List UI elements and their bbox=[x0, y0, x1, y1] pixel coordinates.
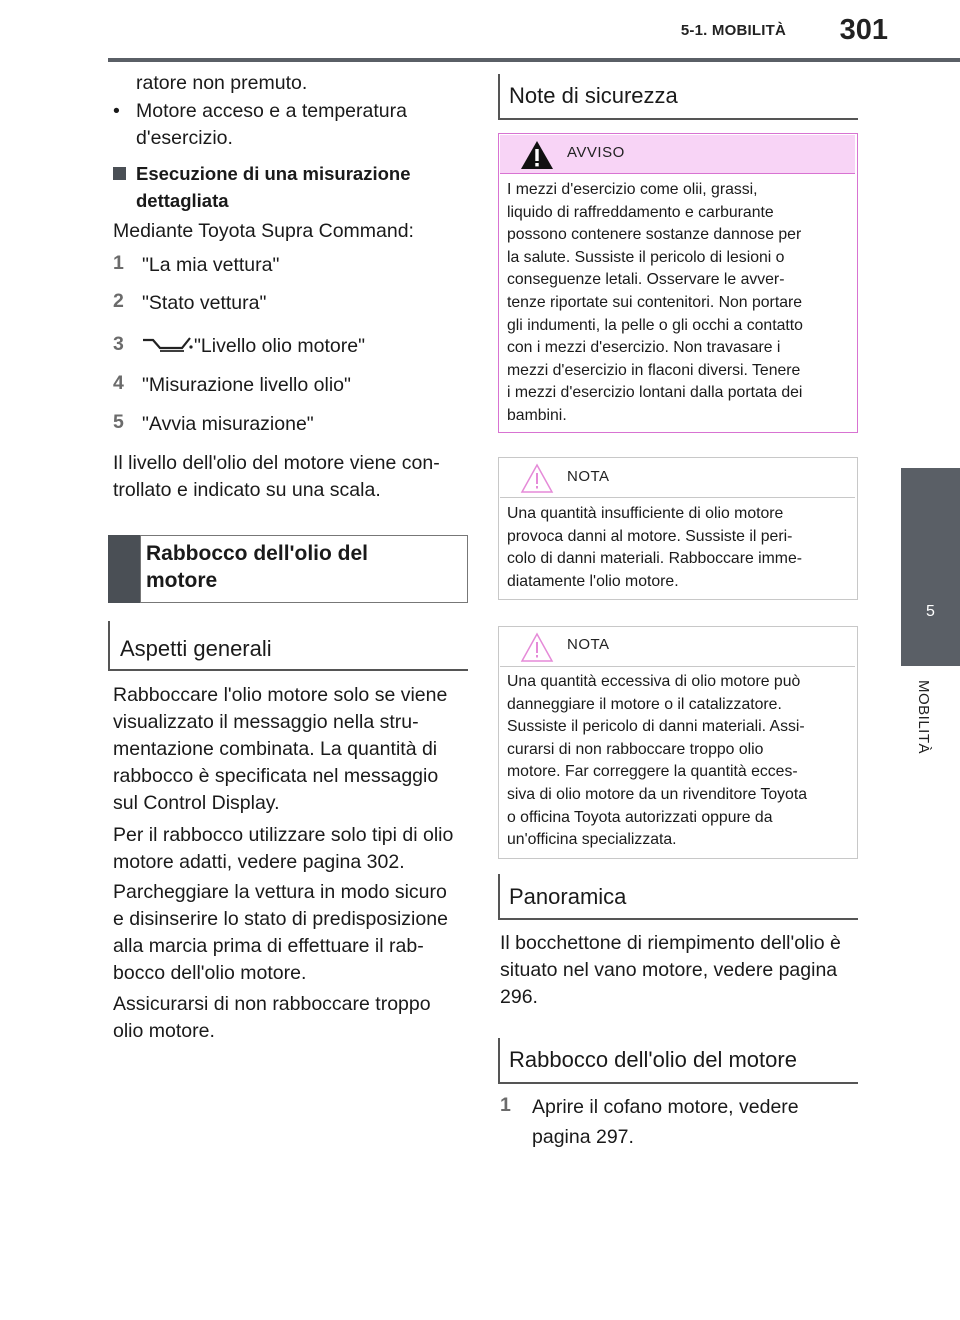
warning-line: con i mezzi d'esercizio. Non travasare i bbox=[507, 339, 781, 357]
step-text: "Misurazione livello olio" bbox=[142, 374, 351, 396]
warning-line: gli indumenti, la pelle o gli occhi a contatto bbox=[507, 316, 803, 334]
warning-triangle-icon bbox=[520, 140, 554, 170]
step-text-line2: pagina 297. bbox=[532, 1126, 634, 1148]
warning-line: mezzi d'esercizio in flaconi diversi. Tenere bbox=[507, 361, 801, 379]
overview-heading: Panoramica bbox=[509, 884, 627, 909]
heading-box-bar bbox=[108, 535, 140, 603]
section-underline bbox=[108, 669, 468, 671]
warning-line: I mezzi d'esercizio come olii, grassi, bbox=[507, 181, 758, 198]
paragraph-line: bocco dell'olio motore. bbox=[113, 962, 307, 984]
step-text: "Avvia misurazione" bbox=[142, 413, 314, 435]
warning-line: liquido di raffreddamento e carburante bbox=[507, 203, 774, 221]
bullet-mark: • bbox=[113, 100, 120, 122]
section-left-rule bbox=[108, 621, 110, 670]
warning-line: conseguenze letali. Osservare le avver- bbox=[507, 271, 785, 289]
paragraph-line: rabbocco è specificata nel messaggio bbox=[113, 765, 439, 787]
note-line: curarsi di non rabboccare troppo olio bbox=[507, 740, 764, 758]
warning-title: AVVISO bbox=[567, 144, 625, 161]
section-underline bbox=[498, 918, 858, 920]
intro-text: Mediante Toyota Supra Command: bbox=[113, 220, 414, 242]
step-number: 3 bbox=[113, 333, 124, 355]
paragraph-line: Il bocchettone di riempimento dell'olio è bbox=[500, 932, 841, 954]
paragraph-line: Assicurarsi di non rabboccare troppo bbox=[113, 993, 431, 1015]
bullet-text-line1: Motore acceso e a temperatura bbox=[136, 100, 407, 122]
note-title: NOTA bbox=[567, 468, 610, 485]
continued-line: ratore non premuto. bbox=[136, 72, 308, 94]
paragraph-line: Per il rabbocco utilizzare solo tipi di olio bbox=[113, 824, 454, 846]
step-text-line1: Aprire il cofano motore, vedere bbox=[532, 1096, 799, 1118]
subheading-line2: dettagliata bbox=[136, 190, 229, 211]
warning-line: tenze riportate sui contenitori. Non portare bbox=[507, 294, 803, 311]
paragraph-line: visualizzato il messaggio nella stru- bbox=[113, 711, 419, 733]
section-left-rule bbox=[498, 1038, 500, 1083]
note-line: Una quantità eccessiva di olio motore può bbox=[507, 673, 801, 690]
note-line: diatamente l'olio motore. bbox=[507, 572, 679, 590]
note-title: NOTA bbox=[567, 636, 610, 653]
step-number: 1 bbox=[113, 252, 124, 274]
step-text: "Livello olio motore" bbox=[194, 335, 366, 357]
warning-line: i mezzi d'esercizio lontani dalla portata dei bbox=[507, 384, 803, 402]
chapter-tab-label: MOBILITÀ bbox=[915, 680, 932, 755]
step-number: 5 bbox=[113, 411, 124, 433]
warning-line: la salute. Sussiste il pericolo di lesioni o bbox=[507, 248, 785, 266]
note-line: un'officina specializzata. bbox=[507, 831, 677, 849]
subheading-line1: Esecuzione di una misurazione bbox=[136, 163, 411, 184]
paragraph-line: 296. bbox=[500, 986, 538, 1008]
paragraph-line: alla marcia prima di effettuare il rab- bbox=[113, 935, 424, 957]
step-number: 2 bbox=[113, 290, 124, 312]
caution-triangle-icon bbox=[520, 463, 554, 494]
subheading-square-icon bbox=[113, 167, 126, 180]
step-text: "Stato vettura" bbox=[142, 292, 267, 314]
note-line: danneggiare il motore o il catalizzatore. bbox=[507, 695, 782, 713]
paragraph-line: sul Control Display. bbox=[113, 792, 280, 814]
paragraph-line: motore adatti, vedere pagina 302. bbox=[113, 851, 405, 873]
step-number: 1 bbox=[500, 1094, 511, 1116]
paragraph-line: situato nel vano motore, vedere pagina bbox=[500, 959, 838, 981]
step-number: 4 bbox=[113, 372, 124, 394]
section-left-rule bbox=[498, 74, 500, 119]
result-text-line1: Il livello dell'olio del motore viene con- bbox=[113, 452, 440, 474]
bullet-text-line2: d'esercizio. bbox=[136, 127, 233, 149]
section-underline bbox=[498, 118, 858, 120]
header-section-title: 5-1. MOBILITÀ bbox=[680, 22, 786, 39]
chapter-tab bbox=[901, 468, 960, 666]
warning-line: possono contenere sostanze dannose per bbox=[507, 226, 802, 244]
section-left-rule bbox=[498, 874, 500, 919]
oil-level-icon bbox=[140, 333, 194, 357]
result-text-line2: trollato e indicato su una scala. bbox=[113, 479, 381, 501]
safety-heading: Note di sicurezza bbox=[509, 83, 678, 108]
paragraph-line: olio motore. bbox=[113, 1020, 215, 1042]
warning-line: bambini. bbox=[507, 407, 567, 424]
chapter-tab-number: 5 bbox=[926, 603, 935, 620]
heading-box-line1: Rabbocco dell'olio del bbox=[146, 542, 369, 565]
heading-box-line2: motore bbox=[146, 569, 218, 592]
section-underline bbox=[498, 1082, 858, 1084]
note-line: Sussiste il pericolo di danni materiali. Assi- bbox=[507, 718, 805, 736]
step-text: "La mia vettura" bbox=[142, 254, 280, 276]
paragraph-line: e disinserire lo stato di predisposizione bbox=[113, 908, 448, 930]
note-line: colo di danni materiali. Rabboccare imme- bbox=[507, 550, 803, 568]
paragraph-line: Parcheggiare la vettura in modo sicuro bbox=[113, 881, 447, 903]
paragraph-line: mentazione combinata. La quantità di bbox=[113, 738, 438, 760]
paragraph-line: Rabboccare l'olio motore solo se viene bbox=[113, 684, 448, 706]
page-number: 301 bbox=[839, 14, 888, 46]
note-line: provoca danni al motore. Sussiste il peri- bbox=[507, 527, 793, 545]
caution-triangle-icon bbox=[520, 632, 554, 663]
refill-heading: Rabbocco dell'olio del motore bbox=[509, 1047, 797, 1072]
note-line: motore. Far correggere la quantità ecces- bbox=[507, 763, 798, 781]
header-rule bbox=[108, 58, 960, 62]
note-line: siva di olio motore da un rivenditore Toyota bbox=[507, 786, 808, 803]
general-heading: Aspetti generali bbox=[120, 636, 272, 661]
note-line: o officina Toyota autorizzati oppure da bbox=[507, 808, 773, 826]
note-line: Una quantità insufficiente di olio motore bbox=[507, 505, 784, 522]
